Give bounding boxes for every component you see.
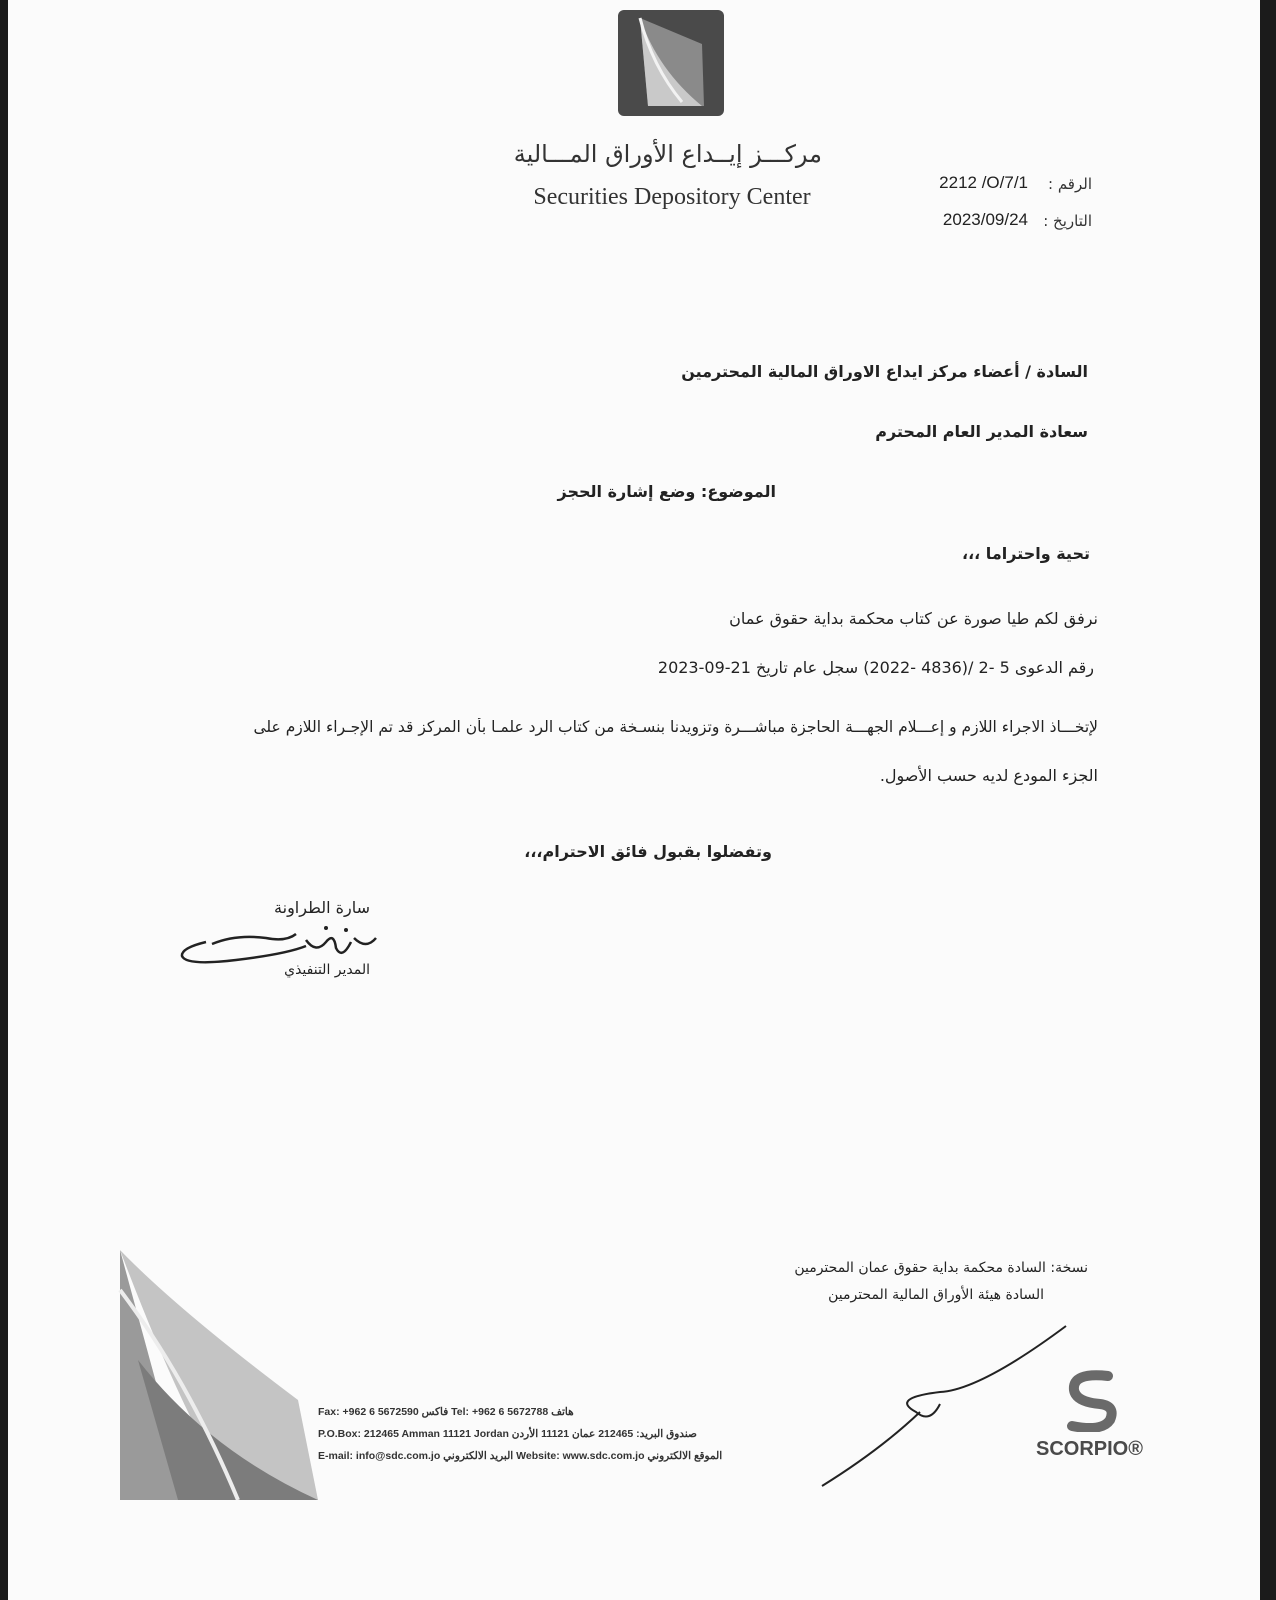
signatory-title: المدير التنفيذي [284,962,370,978]
footer-line-1: Fax: +962 6 5672590 فاكس Tel: +962 6 5672788 هاتف [318,1406,574,1418]
subject-line: الموضوع: وضع إشارة الحجز [557,482,776,501]
scorpio-wordmark: SCORPIO® [1036,1438,1143,1460]
ref-value: 2212 /O/7/1 [939,173,1028,192]
body-line-2: رقم الدعوى 5 -2 /(4836 -2022) سجل عام تاريخ 21-09-2023 [657,658,1094,677]
signatory-name: سارة الطراونة [274,898,370,917]
copies-line-1: نسخة: السادة محكمة بداية حقوق عمان المحترمين [794,1260,1088,1276]
copies-line-2: السادة هيئة الأوراق المالية المحترمين [828,1287,1044,1303]
org-name-ar: مركـــز إيــداع الأوراق المـــالية [513,140,822,168]
footer-line-2: P.O.Box: 212465 Amman 11121 Jordan صندوق البريد: 212465 عمان 11121 الأردن [318,1428,697,1440]
body-line-1: نرفق لكم طيا صورة عن كتاب محكمة بداية حقوق عمان [729,609,1098,628]
date-value: 2023/09/24 [942,210,1028,229]
body-paragraph-line-1: لإتخـــاذ الاجراء اللازم و إعـــلام الجهـــة الحاجزة مباشـــرة وتزويدنا بنسـخة من كتاب الرد علمـا بأن المركز قد تم الإجـراء اللازم على [253,718,1098,736]
closing-line: وتفضلوا بقبول فائق الاحترام،،، [524,842,772,861]
scan-edge-left [0,0,8,1600]
date-label: التاريخ : [1043,212,1092,230]
greeting: تحية واحتراما ،،، [962,544,1090,563]
footer-line-3: E-mail: info@sdc.com.jo البريد الالكتروني Website: www.sdc.com.jo الموقع الالكتروني [318,1450,723,1462]
recipient-line-2: سعادة المدير العام المحترم [875,422,1088,441]
handwritten-initials [820,1320,1070,1490]
ref-label: الرقم : [1048,175,1092,193]
sdc-logo [618,10,724,116]
scorpio-logo-icon [1062,1370,1120,1432]
body-paragraph-line-2: الجزء المودع لديه حسب الأصول. [879,766,1098,785]
sdc-watermark-logo [118,1250,318,1500]
recipient-line-1: السادة / أعضاء مركز ايداع الاوراق المالية المحترمين [681,362,1088,381]
scan-edge-right [1260,0,1276,1600]
org-name-en: Securities Depository Center [533,184,811,210]
